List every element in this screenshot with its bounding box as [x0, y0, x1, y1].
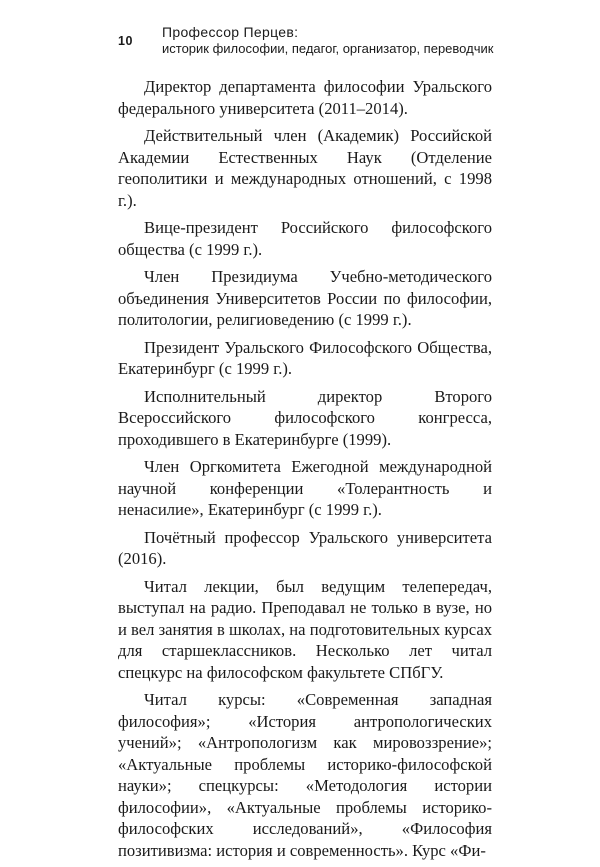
paragraph-department-director: Директор департамента философии Уральского федерального университета (2011–2014).: [118, 77, 492, 118]
paragraph-presidium-member: Член Президиума Учебно-методического объединения Университетов России по философии, политологии, религиоведению (с 1999 г.).: [118, 267, 492, 329]
paragraph-courses: Читал курсы: «Современная западная философия»; «История антропологических учений»; «Антропологизм как мировоззрение»; «Актуальные проблемы историко-философской науки»; спецкурсы: «Методология истории философии», «Актуальные проблемы историко-философских исследований», «Философия позитивизма: история и современность». Курс «Фи-: [118, 690, 492, 860]
paragraph-congress-director: Исполнительный директор Второго Всероссийского философского конгресса, проходившего в Екатеринбурге (1999).: [118, 386, 492, 449]
paragraph-orgcommittee-member: Член Оргкомитета Ежегодной международной научной конференции «Толерантность и ненасилие», Екатеринбург (с 1999 г.).: [118, 457, 492, 519]
running-title: Профессор Перцев:: [162, 24, 299, 40]
body-text: [118, 76, 492, 867]
running-subtitle: историк философии, педагог, организатор, переводчик: [162, 41, 494, 56]
paragraph-vice-president: Вице-президент Российского философского общества (с 1999 г.).: [118, 218, 492, 259]
paragraph-lectures: Читал лекции, был ведущим телепередач, выступал на радио. Преподавал не только в вузе, но и вел занятия в школах, на подготовительных курсах для старшеклассников. Несколько лет читал спецкурс на философском факультете СПбГУ.: [118, 576, 492, 682]
page-number: 10: [118, 34, 133, 48]
paragraph-ural-society-president: Президент Уральского Философского Общества, Екатеринбург (с 1999 г.).: [118, 337, 492, 378]
paragraph-honorary-professor: Почётный профессор Уральского университета (2016).: [118, 527, 492, 568]
paragraph-academy-member: Действительный член (Академик) Российской Академии Естественных Наук (Отделение геополитики и международных отношений, с 1998 г.).: [118, 126, 492, 210]
